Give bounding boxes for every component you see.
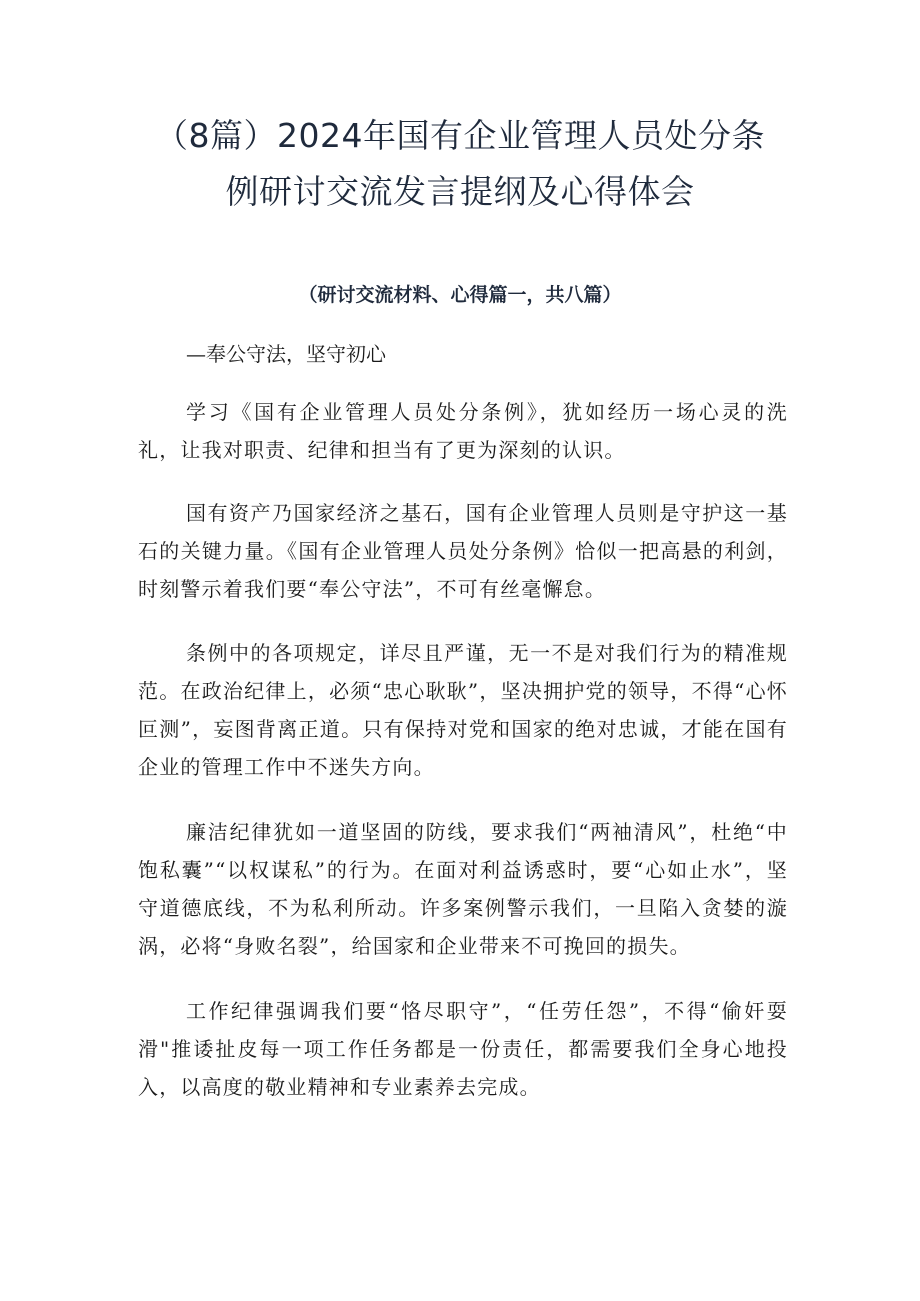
paragraph-2: 国有资产乃国家经济之基石，国有企业管理人员则是守护这一基石的关键力量。《国有企业管理人员处分条例》恰似一把高悬的利剑，时刻警示着我们要“奉公守法”，不可有丝毫懈怠。 xyxy=(138,501,788,601)
document-title xyxy=(120,108,800,220)
paragraph-1: 学习《国有企业管理人员处分条例》，犹如经历一场心灵的洗礼，让我对职责、纪律和担当有了更为深刻的认识。 xyxy=(138,400,788,462)
paragraph-4: 廉洁纪律犹如一道坚固的防线，要求我们“两袖清风”，杜绝“中饱私囊”“以权谋私”的行为。在面对利益诱惑时，要“心如止水”，坚守道德底线，不为私利所动。许多案例警示我们，一旦陷入贪婪的漩涡，必将“身败名裂”，给国家和企业带来不可挽回的损失。 xyxy=(138,820,788,958)
paragraph-3: 条例中的各项规定，详尽且严谨，无一不是对我们行为的精准规范。在政治纪律上，必须“忠心耿耿”，坚决拥护党的领导，不得“心怀叵测”，妄图背离正道。只有保持对党和国家的绝对忠诚，才能在国有企业的管理工作中不迷失方向。 xyxy=(138,641,788,779)
paragraph-5: 工作纪律强调我们要“恪尽职守”，“任劳任怨”，不得“偷奸耍滑"推诿扯皮每一项工作任务都是一份责任，都需要我们全身心地投入，以高度的敬业精神和专业素养去完成。 xyxy=(138,999,788,1099)
title-line-1: （8篇）2024年国有企业管理人员处分条 xyxy=(155,116,765,155)
section-tagline: —奉公守法，坚守初心 xyxy=(186,342,386,366)
document-subtitle: （研讨交流材料、心得篇一，共八篇） xyxy=(298,284,622,306)
title-line-2: 例研讨交流发言提纲及心得体会 xyxy=(225,172,695,211)
